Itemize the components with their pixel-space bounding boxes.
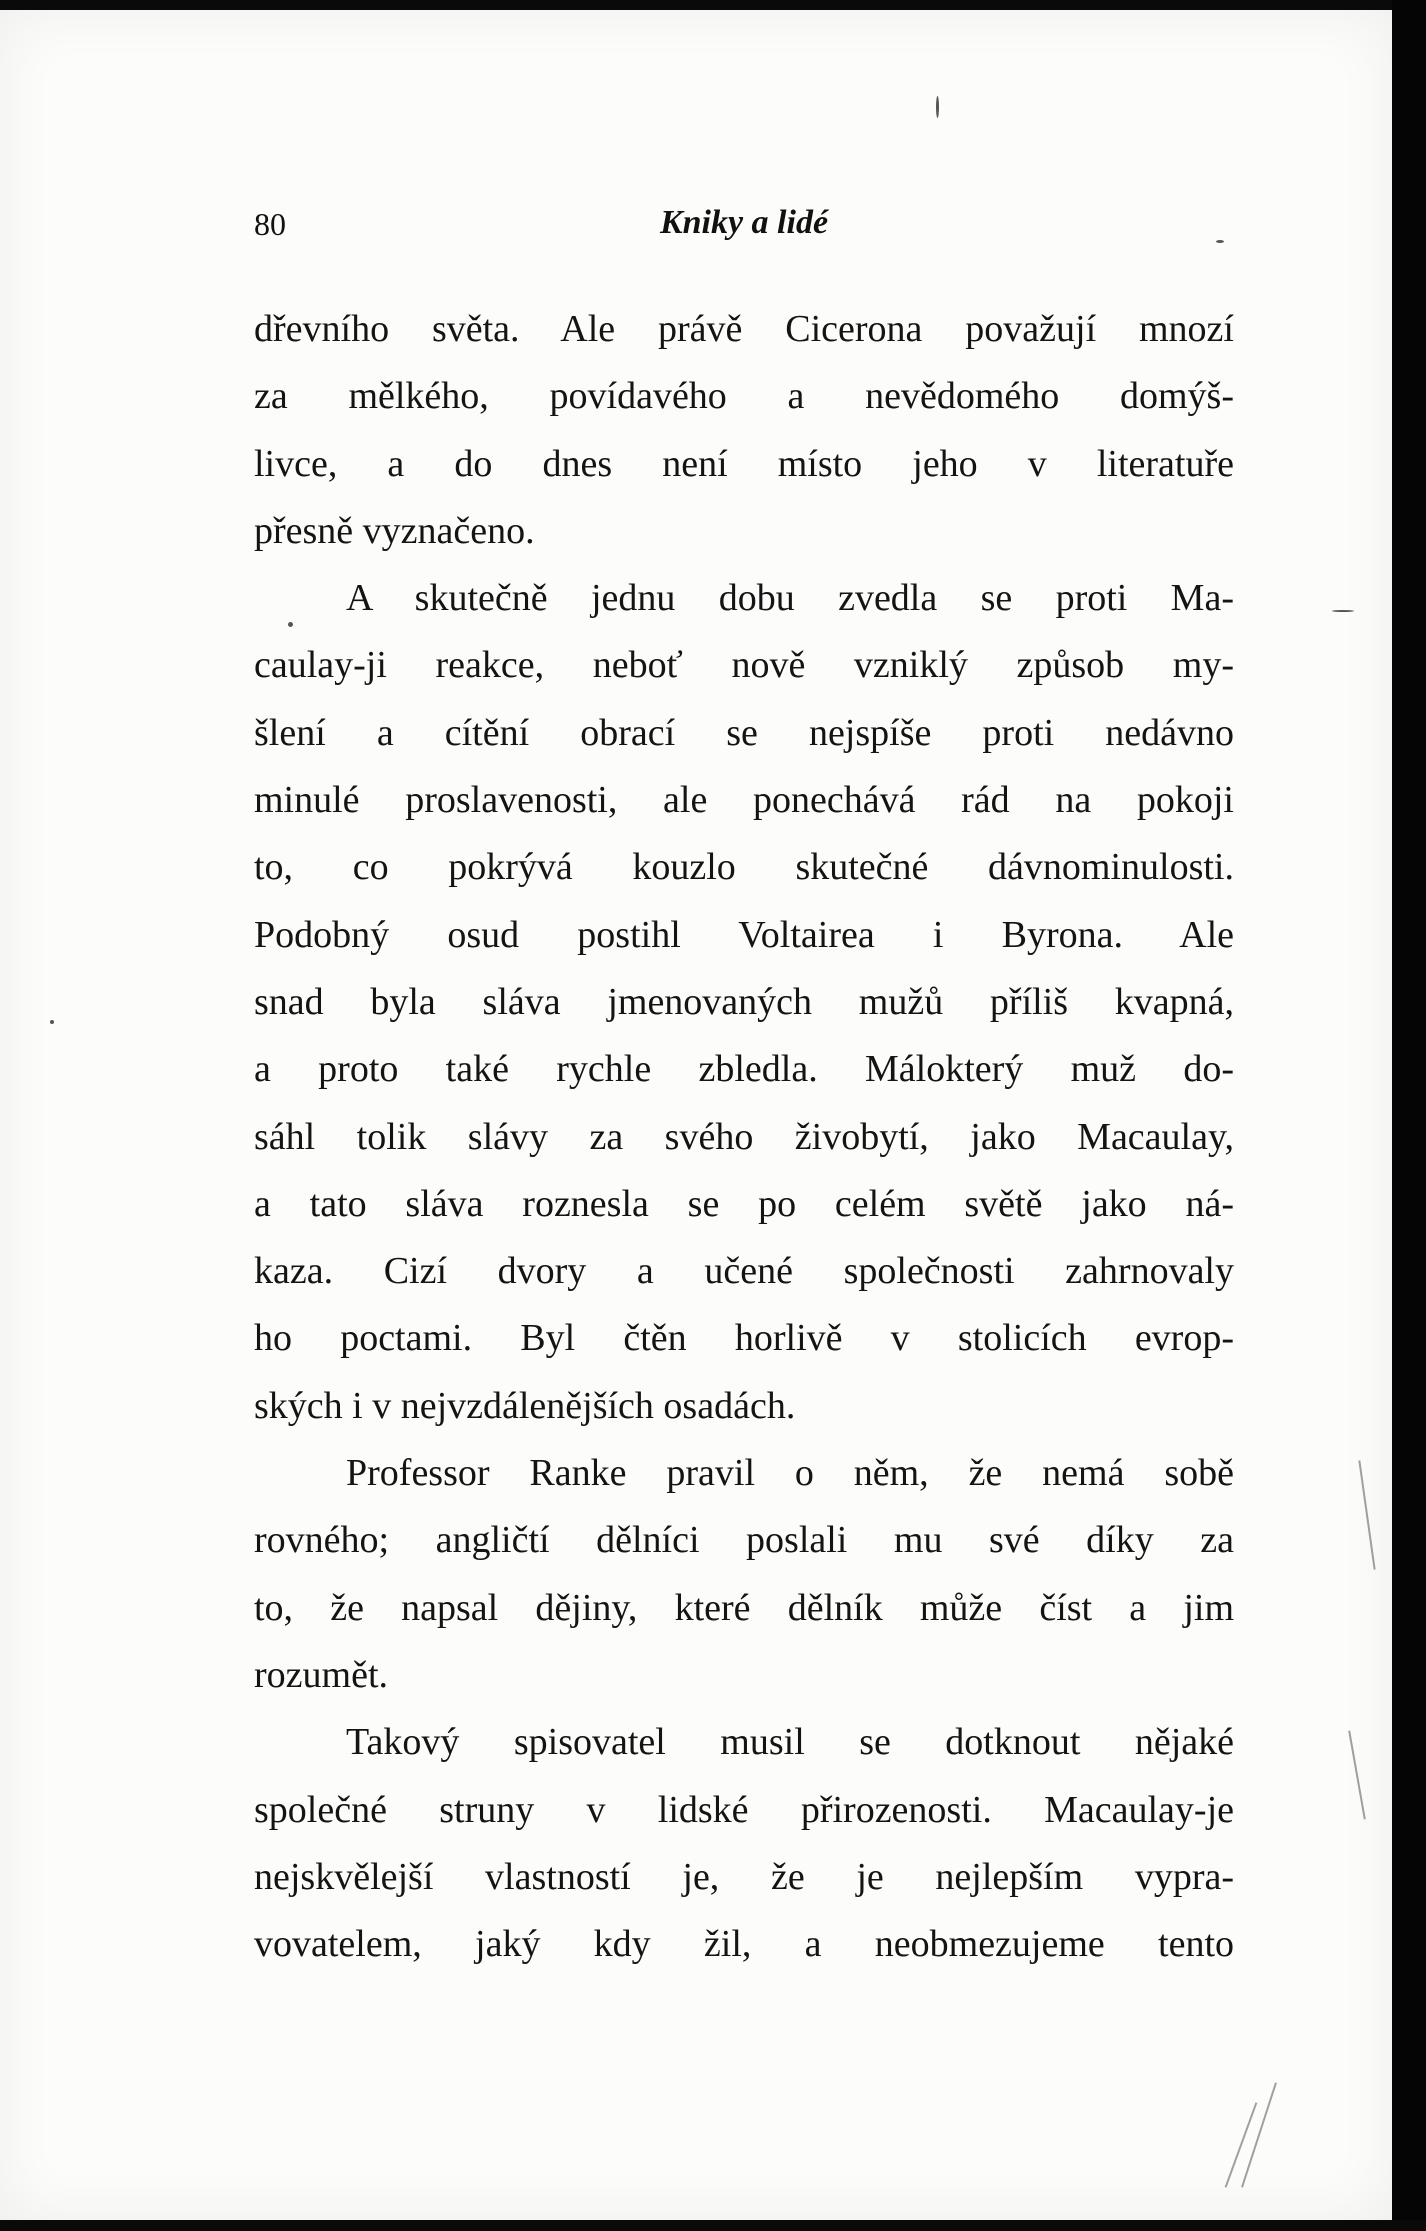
text-line: to, co pokrývá kouzlo skutečné dávnominulosti.	[254, 846, 1234, 889]
text-line: Takový spisovatel musil se dotknout nějaké	[346, 1721, 1234, 1764]
text-block	[254, 296, 1234, 1978]
text-line: livce, a do dnes není místo jeho v literatuře	[254, 442, 1234, 485]
scan-border-right	[1392, 0, 1426, 2231]
text-line: za mělkého, povídavého a nevědomého domýš-	[254, 375, 1234, 418]
text-line: to, že napsal dějiny, které dělník může číst a jim	[254, 1586, 1234, 1629]
text-line: ho poctami. Byl čtěn horlivě v stolicích evrop-	[254, 1317, 1234, 1360]
running-title: Kniky a lidé	[659, 204, 829, 241]
text-line: dřevního světa. Ale právě Cicerona považují mnozí	[254, 308, 1234, 350]
text-line: přesně vyznačeno.	[254, 509, 535, 552]
text-line: rovného; angličtí dělníci poslali mu své díky za	[254, 1519, 1234, 1562]
text-line: A skutečně jednu dobu zvedla se proti Ma-	[346, 577, 1234, 620]
scan-border-bottom	[0, 2220, 1426, 2231]
text-line: nejskvělejší vlastností je, že je nejlepším vypra-	[254, 1855, 1234, 1898]
paper-scratch	[1358, 1460, 1375, 1569]
text-line: rozumět.	[254, 1653, 389, 1696]
text-line: caulay-ji reakce, neboť nově vzniklý způsob my-	[254, 644, 1234, 687]
text-line: a proto také rychle zbledla. Málokterý muž do-	[254, 1048, 1234, 1091]
text-line: minulé proslavenosti, ale ponechává rád na pokoji	[254, 779, 1234, 822]
text-line: sáhl tolik slávy za svého živobytí, jako Macaulay,	[254, 1115, 1234, 1158]
paper-scratch	[1225, 2102, 1258, 2187]
text-line: vovatelem, jaký kdy žil, a neobmezujeme tento	[254, 1923, 1234, 1966]
text-line: Professor Ranke pravil o něm, že nemá sobě	[346, 1452, 1234, 1495]
text-line: a tato sláva roznesla se po celém světě jako ná-	[254, 1182, 1234, 1225]
text-line: ských i v nejvzdálenějších osadách.	[254, 1384, 796, 1427]
page-number: 80	[254, 206, 286, 242]
print-speck	[1332, 610, 1354, 612]
print-speck	[50, 1020, 54, 1024]
text-line: kaza. Cizí dvory a učené společnosti zahrnovaly	[254, 1250, 1234, 1293]
paper-scratch	[1241, 2082, 1277, 2187]
print-speck	[936, 96, 939, 118]
scan-border-top	[0, 0, 1426, 10]
text-line: Podobný osud postihl Voltairea i Byrona. Ale	[254, 913, 1234, 956]
running-header	[254, 196, 1234, 256]
text-line: snad byla sláva jmenovaných mužů příliš kvapná,	[254, 980, 1234, 1023]
text-line: šlení a cítění obrací se nejspíše proti nedávno	[254, 711, 1234, 754]
paper-scratch	[1348, 1731, 1366, 1820]
text-line: společné struny v lidské přirozenosti. Macaulay-je	[254, 1788, 1234, 1831]
